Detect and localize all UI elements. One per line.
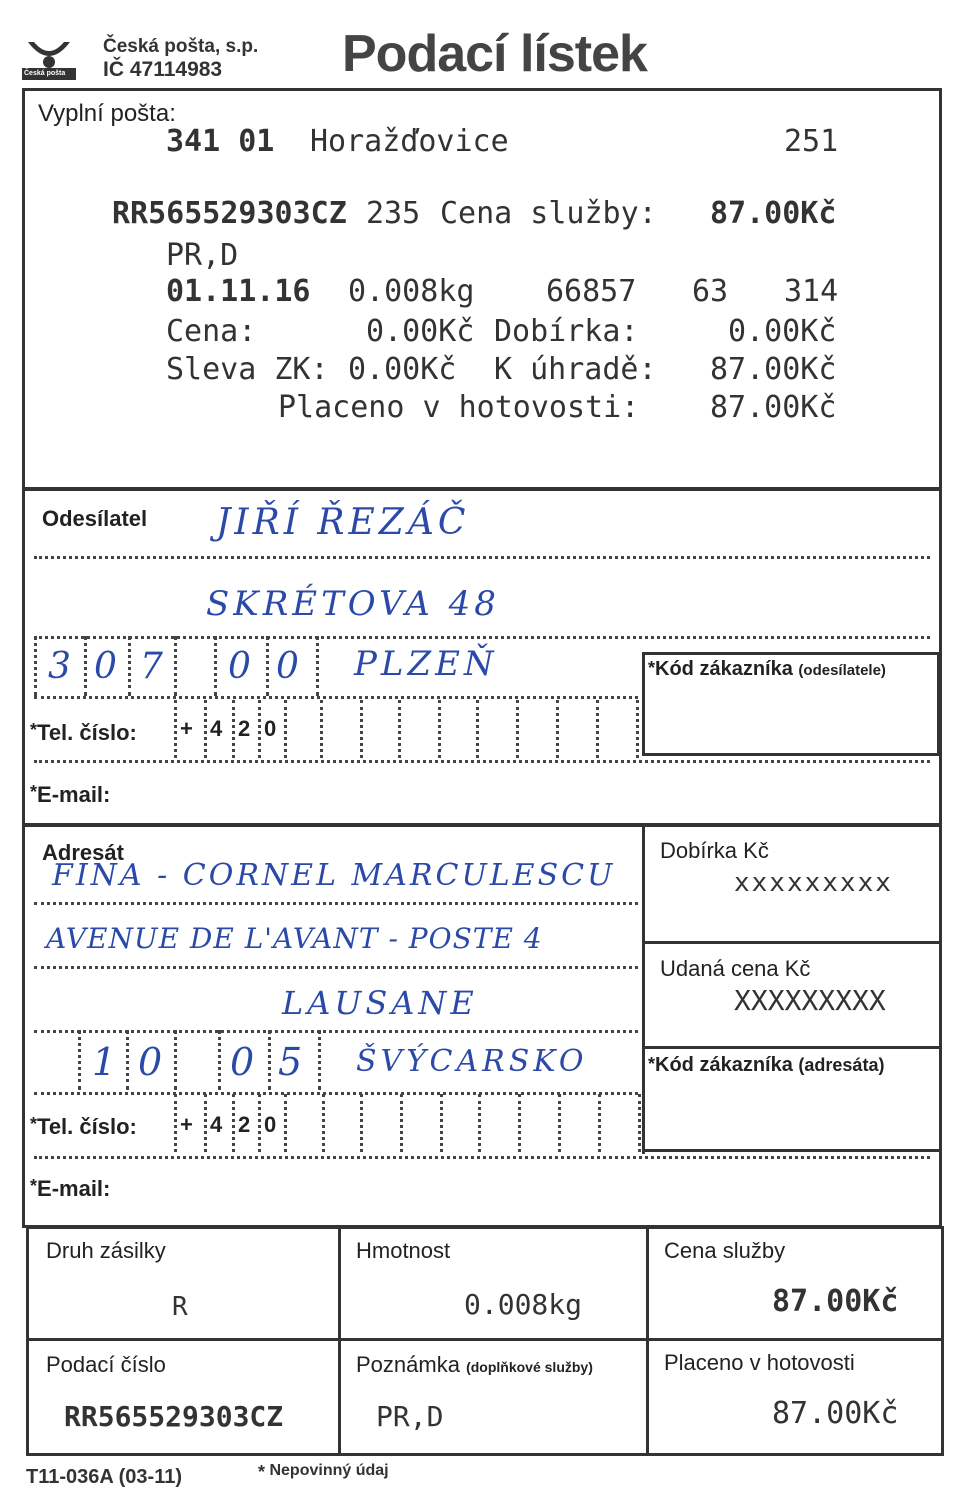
sender-zip-digit[interactable]: 7 — [140, 646, 167, 687]
shipment-type-value: R — [172, 1292, 188, 1322]
receipt-code: 235 — [366, 196, 421, 231]
phone-cell-border — [284, 700, 287, 758]
email-label-text: E-mail: — [37, 1176, 111, 1201]
cod-label: Dobírka: — [494, 314, 639, 349]
zip-cell-border — [78, 1030, 81, 1090]
phone-cell-border — [558, 1094, 561, 1152]
service-price: 87.00Kč — [710, 196, 837, 231]
optional-note: * Nepovinný údaj — [258, 1462, 389, 1482]
dotted-line — [34, 1156, 930, 1159]
zip-cell-border — [174, 1030, 177, 1090]
to-pay-label: K úhradě: — [494, 352, 657, 387]
dotted-line — [34, 966, 638, 969]
phone-prefix-char: 4 — [210, 1112, 223, 1137]
phone-cell-border — [360, 1094, 363, 1152]
phone-cell-border — [478, 1094, 481, 1152]
dotted-line — [34, 1030, 638, 1033]
sender-zip-digit[interactable]: 3 — [48, 646, 75, 687]
customer-code-note: (adresáta) — [798, 1055, 885, 1075]
phone-cell-border — [322, 1094, 325, 1152]
shipment-type-label: Druh zásilky — [46, 1238, 166, 1263]
recipient-street[interactable]: AVENUE DE L'AVANT - POSTE 4 — [46, 922, 543, 955]
zip-cell-border — [128, 636, 131, 696]
phone-prefix-char: 2 — [238, 1112, 251, 1137]
phone-cell-border — [440, 1094, 443, 1152]
company-name: Česká pošta, s.p. — [103, 36, 259, 57]
phone-cell-border — [174, 700, 177, 758]
recipient-country[interactable]: ŠVÝCARSKO — [356, 1044, 588, 1079]
sender-zip-digit[interactable]: 0 — [94, 646, 121, 687]
sender-name[interactable]: JIŘÍ ŘEZÁČ — [216, 502, 470, 543]
phone-cell-border — [400, 1094, 403, 1152]
dotted-line — [34, 1092, 638, 1095]
service-price-label: Cena služby: — [440, 196, 657, 231]
price-label: Cena služby — [664, 1238, 786, 1263]
price-value: 87.00Kč — [772, 1284, 899, 1319]
customer-code-text: Kód zákazníka — [655, 658, 793, 680]
dotted-line — [34, 902, 638, 905]
sender-phone-label: *Tel. číslo: — [30, 720, 137, 745]
declared-value: XXXXXXXXX — [734, 984, 886, 1017]
recipient-name[interactable]: FINA - CORNEL MARCULESCU — [52, 858, 616, 893]
dotted-line — [34, 636, 930, 639]
sender-zip-digit[interactable]: 0 — [276, 646, 303, 687]
weight-value: 0.008kg — [464, 1288, 583, 1321]
phone-prefix-char: 0 — [264, 716, 277, 741]
paid-cash: 87.00Kč — [710, 390, 837, 425]
office-postcode: 341 01 — [166, 124, 275, 159]
discount-label: Sleva ZK: — [166, 352, 329, 387]
recipient-city[interactable]: LAUSANE — [282, 984, 478, 1022]
services: PR,D — [166, 238, 239, 273]
phone-cell-border — [516, 700, 519, 758]
num3: 314 — [784, 274, 839, 309]
phone-cell-border — [476, 700, 479, 758]
customer-code-note: (odesílatele) — [798, 662, 886, 679]
phone-cell-border — [556, 700, 559, 758]
cod: 0.00Kč — [728, 314, 837, 349]
discount: 0.00Kč — [348, 352, 457, 387]
num1: 66857 — [546, 274, 637, 309]
recipient-zip-digit[interactable]: 0 — [138, 1040, 167, 1084]
phone-cell-border — [598, 1094, 601, 1152]
recipient-zip-digit[interactable]: 5 — [278, 1040, 307, 1084]
note-label — [356, 1352, 593, 1378]
sender-city[interactable]: PLZEŇ — [354, 644, 498, 684]
optional-note-text: Nepovinný údaj — [269, 1462, 389, 1479]
paid-cash-value: 87.00Kč — [772, 1396, 899, 1431]
sender-email-label: *E-mail: — [30, 782, 111, 807]
office-number: 251 — [784, 124, 839, 159]
dotted-line — [34, 696, 638, 699]
phone-prefix-char: + — [180, 1112, 193, 1137]
recipient-phone-label: *Tel. číslo: — [30, 1114, 137, 1139]
sender-zip-digit[interactable]: 0 — [228, 646, 255, 687]
recipient-email-label: *E-mail: — [30, 1176, 111, 1201]
sender-customer-code-label: *Kód zákazníka (odesílatele) — [648, 658, 886, 680]
cod-value: xxxxxxxxx — [734, 868, 893, 898]
zip-cell-border — [174, 636, 177, 696]
zip-cell-border — [214, 636, 217, 696]
phone-prefix-char: + — [180, 716, 193, 741]
phone-cell-border — [204, 1094, 207, 1152]
phone-cell-border — [398, 700, 401, 758]
form-code: T11-036A (03-11) — [26, 1466, 183, 1488]
form-title: Podací lístek — [342, 25, 647, 83]
grid-line — [338, 1226, 341, 1456]
phone-label-text: Tel. číslo: — [37, 1114, 137, 1139]
zip-cell-border — [266, 636, 269, 696]
to-pay: 87.00Kč — [710, 352, 837, 387]
dotted-line — [34, 556, 930, 559]
tracking-number: RR565529303CZ — [112, 196, 347, 231]
phone-cell-border — [232, 700, 235, 758]
dotted-line — [34, 760, 930, 763]
weight-label: Hmotnost — [356, 1238, 451, 1263]
phone-cell-border — [518, 1094, 521, 1152]
logo-caption: Česká pošta — [24, 70, 66, 77]
price: 0.00Kč — [366, 314, 475, 349]
price-label: Cena: — [166, 314, 257, 349]
note-value: PR,D — [376, 1400, 444, 1433]
cod-label: Dobírka Kč — [660, 838, 769, 863]
sender-street[interactable]: SKRÉTOVA 48 — [206, 584, 500, 624]
date: 01.11.16 — [166, 274, 311, 309]
logo — [20, 36, 78, 82]
phone-cell-border — [204, 700, 207, 758]
company-id: IČ 47114983 — [103, 58, 223, 81]
phone-cell-border — [360, 700, 363, 758]
phone-cell-border — [258, 1094, 261, 1152]
zip-cell-border — [218, 1030, 221, 1090]
phone-prefix-char: 2 — [238, 716, 251, 741]
grid-line — [26, 1338, 944, 1341]
zip-cell-border — [316, 636, 319, 696]
phone-prefix-char: 0 — [264, 1112, 277, 1137]
phone-cell-border — [638, 1094, 641, 1152]
phone-cell-border — [636, 700, 639, 758]
paid-cash-label: Placeno v hotovosti — [664, 1350, 855, 1375]
submission-number-label: Podací číslo — [46, 1352, 166, 1377]
customer-code-text: Kód zákazníka — [655, 1054, 793, 1076]
phone-cell-border — [438, 700, 441, 758]
email-label-text: E-mail: — [37, 782, 111, 807]
recipient-customer-code-label: *Kód zákazníka (adresáta) — [648, 1054, 885, 1076]
phone-label-text: Tel. číslo: — [37, 720, 137, 745]
note-sub: (doplňkové služby) — [466, 1359, 593, 1375]
sender-label: Odesílatel — [42, 506, 148, 531]
paid-cash-label: Placeno v hotovosti: — [278, 390, 640, 425]
recipient-label: Adresát — [42, 840, 124, 865]
recipient-zip-digit[interactable]: 1 — [92, 1040, 121, 1084]
phone-cell-border — [320, 700, 323, 758]
phone-cell-border — [258, 700, 261, 758]
recipient-zip-digit[interactable]: 0 — [230, 1040, 259, 1084]
note-label-text: Poznámka — [356, 1352, 460, 1377]
post-office-label: Vyplní pošta: — [38, 100, 176, 127]
zip-cell-border — [126, 1030, 129, 1090]
submission-number-value: RR565529303CZ — [64, 1400, 284, 1433]
zip-cell-border — [34, 636, 37, 696]
zip-cell-border — [84, 636, 87, 696]
weight: 0.008kg — [348, 274, 475, 309]
num2: 63 — [692, 274, 729, 309]
office-name: Horažďovice — [310, 124, 509, 159]
phone-cell-border — [174, 1094, 177, 1152]
grid-line — [646, 1226, 649, 1456]
declared-value-label: Udaná cena Kč — [660, 956, 811, 981]
phone-cell-border — [232, 1094, 235, 1152]
phone-cell-border — [596, 700, 599, 758]
zip-cell-border — [318, 1030, 321, 1090]
phone-cell-border — [284, 1094, 287, 1152]
phone-prefix-char: 4 — [210, 716, 223, 741]
zip-cell-border — [268, 1030, 271, 1090]
